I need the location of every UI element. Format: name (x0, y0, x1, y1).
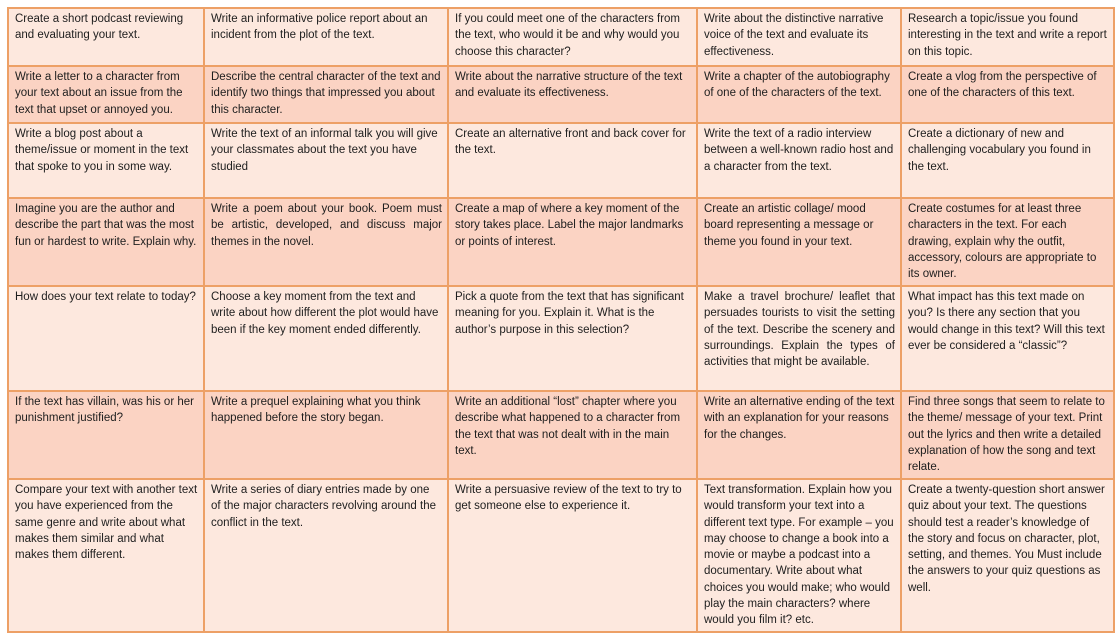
board-row-3 (8, 123, 1114, 198)
task-cell: Create costumes for at least three characters in the text. For each drawing, explain why the outfit, accessory, colours are appropriate to its owner. (901, 198, 1114, 286)
task-cell: If the text has villain, was his or her punishment justified? (8, 391, 204, 479)
board-row-6 (8, 391, 1114, 479)
task-cell: Write a persuasive review of the text to try to get someone else to experience it. (448, 479, 697, 632)
board-row-7 (8, 479, 1114, 632)
task-cell: Compare your text with another text you have experienced from the same genre and write about what makes them similar and what makes them different. (8, 479, 204, 632)
board-row-4 (8, 198, 1114, 286)
task-cell: Write the text of a radio interview between a well-known radio host and a character from the text. (697, 123, 901, 198)
task-cell: Research a topic/issue you found interesting in the text and write a report on this topic. (901, 8, 1114, 66)
task-cell: Text transformation. Explain how you would transform your text into a different text type. For example – you may choose to change a book into a movie or maybe a podcast into a documentary. Write about what choices you would make; who would play the main characters? where would you film it? etc. (697, 479, 901, 632)
task-cell: Create a map of where a key moment of the story takes place. Label the major landmarks or points of interest. (448, 198, 697, 286)
board-row-2 (8, 66, 1114, 123)
choice-board-table (7, 7, 1115, 633)
task-cell: Write the text of an informal talk you will give your classmates about the text you have studied (204, 123, 448, 198)
task-cell: Create an alternative front and back cover for the text. (448, 123, 697, 198)
task-cell: Write an informative police report about an incident from the plot of the text. (204, 8, 448, 66)
task-cell: Write an additional “lost” chapter where you describe what happened to a character from the text that was not dealt with in the main text. (448, 391, 697, 479)
task-cell: Pick a quote from the text that has significant meaning for you. Explain it. What is the author’s purpose in this selection? (448, 286, 697, 391)
task-cell: Write an alternative ending of the text with an explanation for your reasons for the changes. (697, 391, 901, 479)
task-cell: Find three songs that seem to relate to the theme/ message of your text. Print out the lyrics and then write a detailed explanation of how the song and text relate. (901, 391, 1114, 479)
task-cell: Write a series of diary entries made by one of the major characters revolving around the conflict in the text. (204, 479, 448, 632)
task-cell: Create a dictionary of new and challenging vocabulary you found in the text. (901, 123, 1114, 198)
task-cell: Write a prequel explaining what you think happened before the story began. (204, 391, 448, 479)
task-cell: Write a blog post about a theme/issue or moment in the text that spoke to you in some way. (8, 123, 204, 198)
task-cell: If you could meet one of the characters from the text, who would it be and why would you choose this character? (448, 8, 697, 66)
task-cell: Create a short podcast reviewing and evaluating your text. (8, 8, 204, 66)
board-row-5 (8, 286, 1114, 391)
task-cell: Write about the distinctive narrative voice of the text and evaluate its effectiveness. (697, 8, 901, 66)
task-cell: Write a chapter of the autobiography of one of the characters of the text. (697, 66, 901, 123)
task-cell: Describe the central character of the text and identify two things that impressed you about this character. (204, 66, 448, 123)
task-cell: Make a travel brochure/ leaflet that persuades tourists to visit the setting of the text. Describe the scenery and surroundings. Explain the types of activities that might be available. (697, 286, 901, 391)
task-cell: Write a letter to a character from your text about an issue from the text that upset or annoyed you. (8, 66, 204, 123)
task-cell: How does your text relate to today? (8, 286, 204, 391)
task-cell: Choose a key moment from the text and write about how different the plot would have been if the key moment ended differently. (204, 286, 448, 391)
task-cell: Imagine you are the author and describe the part that was the most fun or hardest to write. Explain why. (8, 198, 204, 286)
task-cell: Write about the narrative structure of the text and evaluate its effectiveness. (448, 66, 697, 123)
task-cell: Write a poem about your book. Poem must be artistic, developed, and discuss major themes in the novel. (204, 198, 448, 286)
task-cell: Create an artistic collage/ mood board representing a message or theme you found in your text. (697, 198, 901, 286)
task-cell: Create a twenty-question short answer quiz about your text. The questions should test a reader’s knowledge of the story and focus on character, plot, setting, and themes. You Must include the answers to your quiz questions as well. (901, 479, 1114, 632)
task-cell: What impact has this text made on you? Is there any section that you would change in this text? Will this text ever be considered a “classic”? (901, 286, 1114, 391)
board-row-1 (8, 8, 1114, 66)
task-cell: Create a vlog from the perspective of one of the characters of this text. (901, 66, 1114, 123)
